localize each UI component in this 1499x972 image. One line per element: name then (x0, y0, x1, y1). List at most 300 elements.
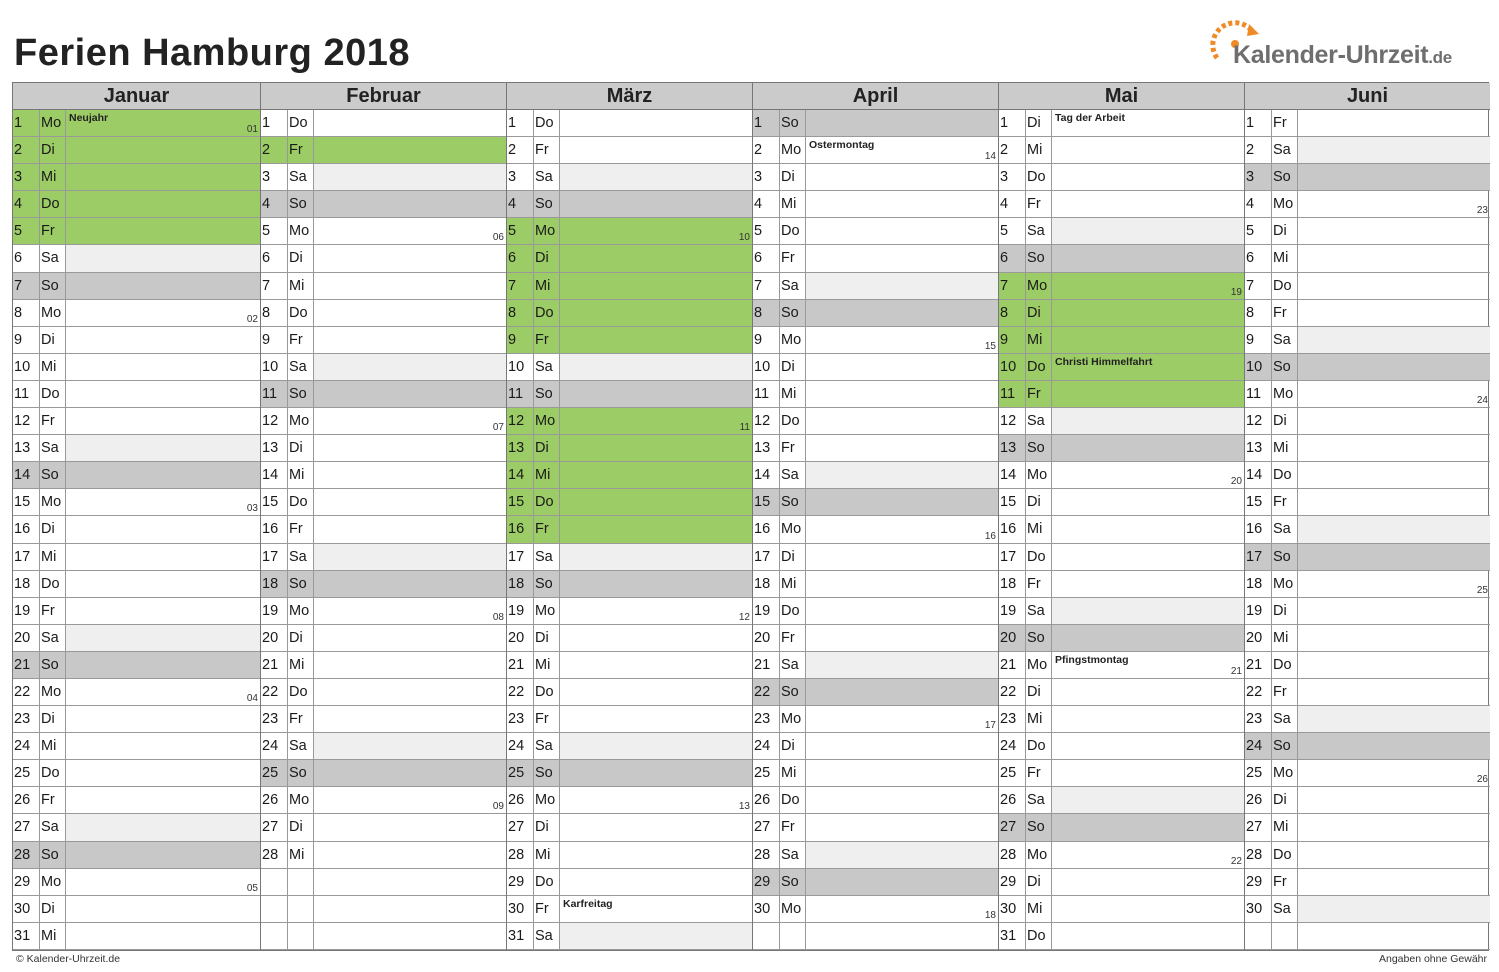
weekday-label: Do (534, 679, 560, 705)
day-note (1052, 869, 1244, 895)
day-row (999, 381, 1244, 408)
day-note (806, 706, 998, 732)
day-number: 4 (999, 191, 1026, 217)
day-row (1245, 787, 1490, 814)
day-row (1245, 381, 1490, 408)
day-row (13, 137, 260, 164)
day-note (560, 598, 752, 624)
day-row (507, 516, 752, 543)
day-number: 20 (507, 625, 534, 651)
day-row (999, 896, 1244, 923)
weekday-label: Mo (780, 706, 806, 732)
day-note (66, 842, 260, 868)
day-row (999, 652, 1244, 679)
day-row (999, 164, 1244, 191)
day-row (507, 381, 752, 408)
day-note (1052, 923, 1244, 949)
day-row (507, 544, 752, 571)
weekday-label: Fr (288, 516, 314, 542)
day-number: 30 (13, 896, 40, 922)
day-row (999, 218, 1244, 245)
day-row (507, 164, 752, 191)
day-note (66, 435, 260, 461)
day-number: 30 (999, 896, 1026, 922)
day-row (507, 462, 752, 489)
day-number: 28 (999, 842, 1026, 868)
copyright-footer: © Kalender-Uhrzeit.de (16, 953, 121, 965)
day-note (66, 191, 260, 217)
weekday-label: Fr (288, 327, 314, 353)
week-number: 26 (1476, 774, 1488, 786)
day-number: 28 (507, 842, 534, 868)
day-note (806, 137, 998, 163)
day-row (999, 814, 1244, 841)
day-row (753, 273, 998, 300)
day-row (1245, 354, 1490, 381)
month-column (752, 83, 998, 950)
day-row (1245, 110, 1490, 137)
weekday-label: Do (1026, 544, 1052, 570)
day-row (261, 245, 506, 272)
day-number: 6 (261, 245, 288, 271)
weekday-label: So (780, 679, 806, 705)
day-row (507, 191, 752, 218)
weekday-label: Mo (40, 300, 66, 326)
weekday-label: Sa (288, 544, 314, 570)
day-row (1245, 733, 1490, 760)
weekday-label: Mi (1272, 625, 1298, 651)
day-note (806, 218, 998, 244)
day-number: 5 (261, 218, 288, 244)
week-number: 17 (984, 720, 996, 732)
week-number: 13 (738, 801, 750, 813)
day-note (1298, 381, 1490, 407)
day-number: 10 (999, 354, 1026, 380)
day-row (507, 218, 752, 245)
weekday-label: Sa (288, 164, 314, 190)
day-note (806, 842, 998, 868)
day-note (560, 164, 752, 190)
day-number: 22 (507, 679, 534, 705)
day-note (806, 435, 998, 461)
day-row (753, 571, 998, 598)
week-number: 05 (246, 882, 258, 894)
weekday-label: Sa (1026, 218, 1052, 244)
day-note (560, 571, 752, 597)
month-header: April (753, 83, 998, 110)
weekday-label: Mo (40, 110, 66, 136)
day-number: 23 (753, 706, 780, 732)
day-number: 14 (13, 462, 40, 488)
week-number: 04 (246, 693, 258, 705)
day-number: 14 (507, 462, 534, 488)
day-number: 1 (999, 110, 1026, 136)
day-row (507, 923, 752, 950)
day-row (999, 733, 1244, 760)
day-number: 5 (1245, 218, 1272, 244)
day-row (1245, 896, 1490, 923)
weekday-label: Di (1026, 110, 1052, 136)
weekday-label: Do (288, 110, 314, 136)
day-number: 20 (999, 625, 1026, 651)
weekday-label: Di (780, 354, 806, 380)
day-number: 30 (1245, 896, 1272, 922)
day-note (66, 489, 260, 515)
day-number: 25 (1245, 760, 1272, 786)
weekday-label: Mi (534, 652, 560, 678)
day-number: 14 (261, 462, 288, 488)
weekday-label: Sa (288, 354, 314, 380)
day-row (261, 164, 506, 191)
day-note (560, 137, 752, 163)
weekday-label: Mo (780, 516, 806, 542)
weekday-label: Do (40, 571, 66, 597)
weekday-label: Sa (40, 625, 66, 651)
weekday-label: Fr (1272, 110, 1298, 136)
day-number: 1 (507, 110, 534, 136)
month-column (260, 83, 506, 950)
day-number: 16 (753, 516, 780, 542)
weekday-label: So (1026, 625, 1052, 651)
day-number: 10 (753, 354, 780, 380)
day-number: 23 (507, 706, 534, 732)
weekday-label: Do (288, 489, 314, 515)
day-number: 18 (1245, 571, 1272, 597)
weekday-label: So (780, 869, 806, 895)
day-row (753, 516, 998, 543)
day-note (806, 760, 998, 786)
weekday-label: Fr (1026, 571, 1052, 597)
day-number: 28 (1245, 842, 1272, 868)
day-row (999, 300, 1244, 327)
day-row (13, 923, 260, 950)
day-number: 28 (13, 842, 40, 868)
day-note (1298, 245, 1490, 271)
day-note (806, 814, 998, 840)
day-row (753, 435, 998, 462)
day-number: 6 (13, 245, 40, 271)
day-note (1298, 598, 1490, 624)
weekday-label: Fr (534, 137, 560, 163)
weekday-label: Mo (288, 787, 314, 813)
day-row (13, 896, 260, 923)
day-note (1298, 706, 1490, 732)
month-header: Juni (1245, 83, 1490, 110)
day-number: 29 (753, 869, 780, 895)
month-column (998, 83, 1244, 950)
day-number: 22 (261, 679, 288, 705)
day-number: 3 (753, 164, 780, 190)
day-note (314, 327, 506, 353)
day-number: 16 (261, 516, 288, 542)
weekday-label: Sa (780, 462, 806, 488)
weekday-label: Mi (40, 733, 66, 759)
day-number: 2 (753, 137, 780, 163)
day-note (806, 516, 998, 542)
day-row (507, 408, 752, 435)
weekday-label: Mo (534, 787, 560, 813)
day-note (1052, 435, 1244, 461)
day-row (999, 489, 1244, 516)
day-note (1298, 164, 1490, 190)
disclaimer-footer: Angaben ohne Gewähr (1379, 953, 1487, 965)
day-note (806, 191, 998, 217)
day-note (806, 679, 998, 705)
day-note (66, 760, 260, 786)
weekday-label: Mi (288, 462, 314, 488)
day-note (1298, 462, 1490, 488)
day-number: 22 (1245, 679, 1272, 705)
day-row (13, 625, 260, 652)
day-number: 7 (13, 273, 40, 299)
day-row (1245, 679, 1490, 706)
day-row (753, 462, 998, 489)
day-number: 25 (13, 760, 40, 786)
day-row (1245, 137, 1490, 164)
day-number: 28 (753, 842, 780, 868)
day-note (66, 110, 260, 136)
day-number: 29 (13, 869, 40, 895)
weekday-label: So (534, 571, 560, 597)
weekday-label: Sa (534, 923, 560, 949)
day-number: 5 (13, 218, 40, 244)
weekday-label: Mi (534, 273, 560, 299)
day-row (1245, 706, 1490, 733)
day-number: 6 (753, 245, 780, 271)
week-number: 22 (1230, 855, 1242, 867)
brand-logo[interactable] (1205, 14, 1495, 74)
day-note (1298, 516, 1490, 542)
day-note (560, 679, 752, 705)
day-note (1052, 787, 1244, 813)
day-number: 16 (13, 516, 40, 542)
day-row (753, 245, 998, 272)
weekday-label: Di (1026, 489, 1052, 515)
day-row (999, 245, 1244, 272)
day-note (314, 760, 506, 786)
day-number: 27 (261, 814, 288, 840)
day-row (753, 733, 998, 760)
day-row (999, 923, 1244, 950)
weekday-label: So (1272, 164, 1298, 190)
weekday-label: Do (780, 598, 806, 624)
day-row (507, 896, 752, 923)
weekday-label: Mi (1026, 327, 1052, 353)
day-number: 20 (1245, 625, 1272, 651)
day-row (13, 462, 260, 489)
day-number: 2 (999, 137, 1026, 163)
day-note (806, 245, 998, 271)
day-number: 25 (753, 760, 780, 786)
weekday-label: Mi (1272, 814, 1298, 840)
weekday-label: So (1272, 733, 1298, 759)
calendar-grid (12, 82, 1489, 951)
empty-row (261, 896, 506, 923)
day-number: 19 (507, 598, 534, 624)
day-row (507, 354, 752, 381)
month-column (506, 83, 752, 950)
day-note (66, 273, 260, 299)
weekday-label: Mi (1026, 896, 1052, 922)
weekday-label: So (534, 760, 560, 786)
day-note (66, 733, 260, 759)
weekday-label: Do (1026, 923, 1052, 949)
weekday-label: Do (288, 679, 314, 705)
weekday-label: Fr (40, 408, 66, 434)
day-number: 9 (753, 327, 780, 353)
weekday-label: Di (1272, 598, 1298, 624)
day-note (314, 300, 506, 326)
day-note (1052, 760, 1244, 786)
weekday-label: Di (534, 245, 560, 271)
day-number: 18 (753, 571, 780, 597)
weekday-label: Mi (1026, 137, 1052, 163)
day-row (1245, 571, 1490, 598)
day-number: 18 (507, 571, 534, 597)
weekday-label: So (1026, 245, 1052, 271)
day-row (753, 760, 998, 787)
day-number: 1 (261, 110, 288, 136)
day-number: 21 (507, 652, 534, 678)
weekday-label: So (1272, 544, 1298, 570)
day-row (999, 327, 1244, 354)
day-note (1052, 245, 1244, 271)
weekday-label: Do (780, 408, 806, 434)
weekday-label: Di (780, 733, 806, 759)
day-note (1052, 814, 1244, 840)
day-row (13, 760, 260, 787)
weekday-label: Mo (534, 408, 560, 434)
day-note (560, 354, 752, 380)
day-note (806, 408, 998, 434)
weekday-label: Di (40, 327, 66, 353)
day-row (13, 245, 260, 272)
day-note (806, 896, 998, 922)
month-header: März (507, 83, 752, 110)
week-number: 21 (1230, 665, 1242, 677)
weekday-label: So (40, 462, 66, 488)
day-note (806, 571, 998, 597)
day-number: 25 (261, 760, 288, 786)
day-note (314, 544, 506, 570)
day-note (314, 110, 506, 136)
week-number: 01 (246, 124, 258, 136)
weekday-label: So (780, 110, 806, 136)
day-note (560, 787, 752, 813)
day-number: 1 (13, 110, 40, 136)
day-number: 3 (1245, 164, 1272, 190)
weekday-label: Mo (1026, 652, 1052, 678)
day-note (66, 516, 260, 542)
day-number: 5 (753, 218, 780, 244)
day-row (261, 110, 506, 137)
day-number: 15 (13, 489, 40, 515)
day-row (261, 598, 506, 625)
day-row (753, 896, 998, 923)
day-note (1298, 218, 1490, 244)
day-note (1298, 869, 1490, 895)
day-number: 22 (13, 679, 40, 705)
weekday-label: Di (780, 164, 806, 190)
week-number: 08 (492, 611, 504, 623)
weekday-label: Di (1272, 218, 1298, 244)
weekday-label: Mi (780, 571, 806, 597)
day-number: 15 (261, 489, 288, 515)
day-row (261, 842, 506, 869)
day-note (560, 923, 752, 949)
day-note (560, 300, 752, 326)
day-row (261, 435, 506, 462)
weekday-label: Sa (1272, 896, 1298, 922)
weekday-label: Mo (40, 869, 66, 895)
day-row (13, 516, 260, 543)
day-number: 31 (13, 923, 40, 949)
day-note (66, 625, 260, 651)
day-note (314, 489, 506, 515)
day-row (261, 300, 506, 327)
day-number: 19 (999, 598, 1026, 624)
day-number: 17 (261, 544, 288, 570)
day-row (1245, 869, 1490, 896)
week-number: 12 (738, 611, 750, 623)
day-number: 24 (507, 733, 534, 759)
day-row (753, 164, 998, 191)
day-note (806, 164, 998, 190)
day-note (1052, 273, 1244, 299)
weekday-label: So (780, 489, 806, 515)
day-note (806, 381, 998, 407)
day-note (66, 787, 260, 813)
day-number: 2 (261, 137, 288, 163)
day-row (507, 625, 752, 652)
day-number: 4 (753, 191, 780, 217)
day-row (261, 381, 506, 408)
empty-row (261, 869, 506, 896)
weekday-label: Sa (288, 733, 314, 759)
day-row (507, 652, 752, 679)
day-note (66, 300, 260, 326)
day-number: 21 (261, 652, 288, 678)
day-number: 5 (507, 218, 534, 244)
day-row (13, 706, 260, 733)
day-row (753, 137, 998, 164)
day-row (507, 706, 752, 733)
day-row (753, 381, 998, 408)
weekday-label: Fr (780, 245, 806, 271)
day-row (13, 869, 260, 896)
day-number: 12 (1245, 408, 1272, 434)
day-number: 13 (753, 435, 780, 461)
day-note (66, 679, 260, 705)
day-number: 27 (1245, 814, 1272, 840)
day-note (806, 625, 998, 651)
day-note (66, 652, 260, 678)
day-note (1052, 842, 1244, 868)
weekday-label: So (780, 300, 806, 326)
day-note (66, 164, 260, 190)
day-note (560, 273, 752, 299)
day-row (753, 652, 998, 679)
day-number: 31 (999, 923, 1026, 949)
day-row (999, 760, 1244, 787)
day-number: 23 (261, 706, 288, 732)
day-row (507, 842, 752, 869)
day-number: 26 (753, 787, 780, 813)
day-number: 12 (261, 408, 288, 434)
day-note (560, 408, 752, 434)
day-number: 17 (13, 544, 40, 570)
day-note (66, 245, 260, 271)
